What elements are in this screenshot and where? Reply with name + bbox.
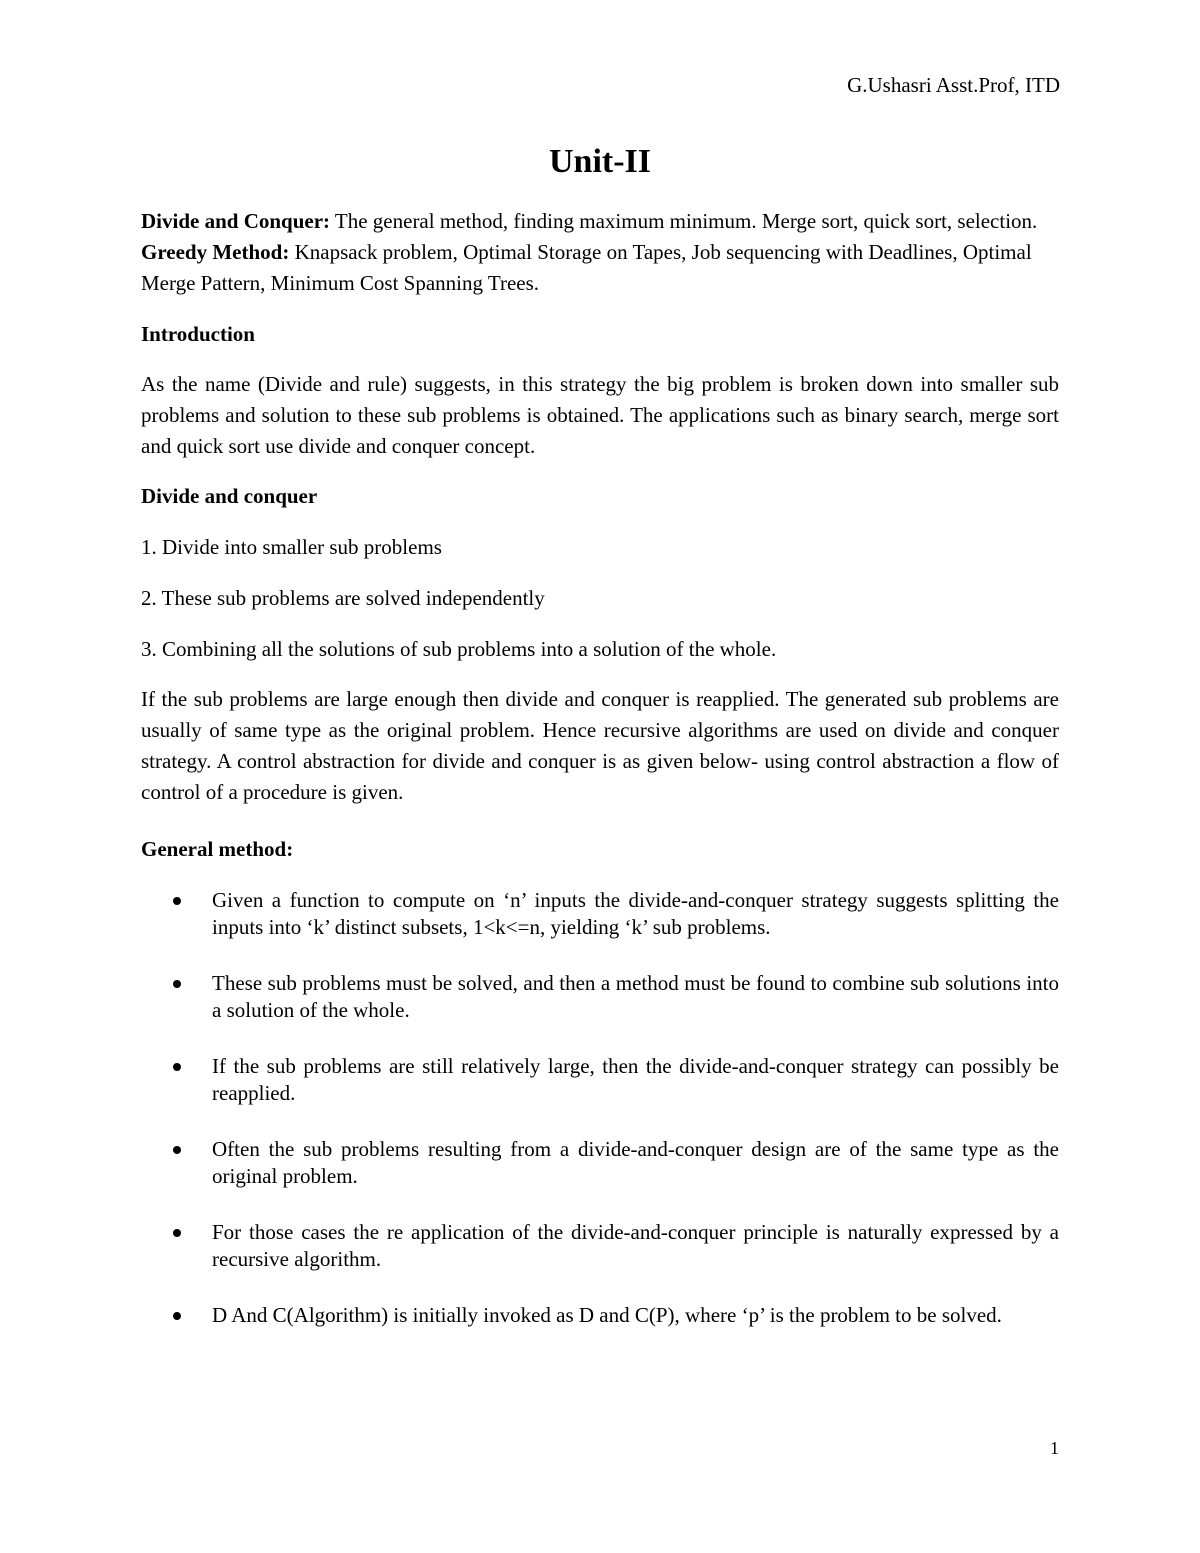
introduction-paragraph: As the name (Divide and rule) suggests, in this strategy the big problem is broken down into smaller sub problems and solution to these sub problems is obtained. The applications such as binary search, merge sort and quick sort use divide and conquer concept. — [141, 372, 1059, 458]
topic-divide-label: Divide and Conquer: — [141, 209, 331, 233]
topic-divide-and-conquer — [141, 206, 1059, 237]
list-item-text: If the sub problems are still relatively large, then the divide-and-conquer strategy can possibly be reapplied. — [212, 1054, 1059, 1105]
list-item — [141, 1302, 1059, 1329]
topic-greedy-text: Knapsack problem, Optimal Storage on Tapes, Job sequencing with Deadlines, Optimal Merge Pattern, Minimum Cost Spanning Trees. — [141, 240, 1032, 295]
topic-divide-text: The general method, finding maximum minimum. Merge sort, quick sort, selection. — [330, 209, 1038, 233]
document-body — [141, 206, 1059, 1329]
topic-greedy-method — [141, 237, 1059, 299]
page-number: 1 — [1050, 1438, 1059, 1458]
bullet-icon — [173, 1146, 181, 1154]
general-method-heading: General method: — [141, 837, 294, 861]
bullet-icon — [173, 897, 181, 905]
list-item-text: D And C(Algorithm) is initially invoked as D and C(P), where ‘p’ is the problem to be solved. — [212, 1303, 1002, 1327]
general-method-list — [141, 887, 1059, 1329]
bullet-icon — [173, 980, 181, 988]
list-item — [141, 970, 1059, 1024]
bullet-icon — [173, 1312, 181, 1320]
list-item — [141, 1219, 1059, 1273]
step-item: 3. Combining all the solutions of sub problems into a solution of the whole. — [141, 637, 777, 661]
bullet-icon — [173, 1063, 181, 1071]
list-item-text: These sub problems must be solved, and then a method must be found to combine sub solutions into a solution of the whole. — [212, 971, 1059, 1022]
step-item: 2. These sub problems are solved independently — [141, 586, 545, 610]
list-item — [141, 1053, 1059, 1107]
list-item — [141, 887, 1059, 941]
page-title: Unit-II — [548, 143, 652, 180]
unit-topics — [141, 206, 1059, 299]
step-item: 1. Divide into smaller sub problems — [141, 535, 442, 559]
introduction-heading: Introduction — [141, 322, 255, 346]
divide-and-conquer-heading: Divide and conquer — [141, 484, 318, 508]
list-item-text: For those cases the re application of the divide-and-conquer principle is naturally expressed by a recursive algorithm. — [212, 1220, 1059, 1271]
list-item-text: Given a function to compute on ‘n’ inputs the divide-and-conquer strategy suggests splitting the inputs into ‘k’ distinct subsets, 1<k<=n, yielding ‘k’ sub problems. — [212, 888, 1059, 939]
topic-greedy-label: Greedy Method: — [141, 240, 290, 264]
bullet-icon — [173, 1229, 181, 1237]
page-header-author: G.Ushasri Asst.Prof, ITD — [847, 73, 1060, 97]
divide-and-conquer-paragraph: If the sub problems are large enough then divide and conquer is reapplied. The generated sub problems are usually of same type as the original problem. Hence recursive algorithms are used on divide and conquer strategy. A control abstraction for divide and conquer is as given below- using control abstraction a flow of control of a procedure is given. — [141, 687, 1059, 804]
list-item — [141, 1136, 1059, 1190]
list-item-text: Often the sub problems resulting from a divide-and-conquer design are of the same type as the original problem. — [212, 1137, 1059, 1188]
